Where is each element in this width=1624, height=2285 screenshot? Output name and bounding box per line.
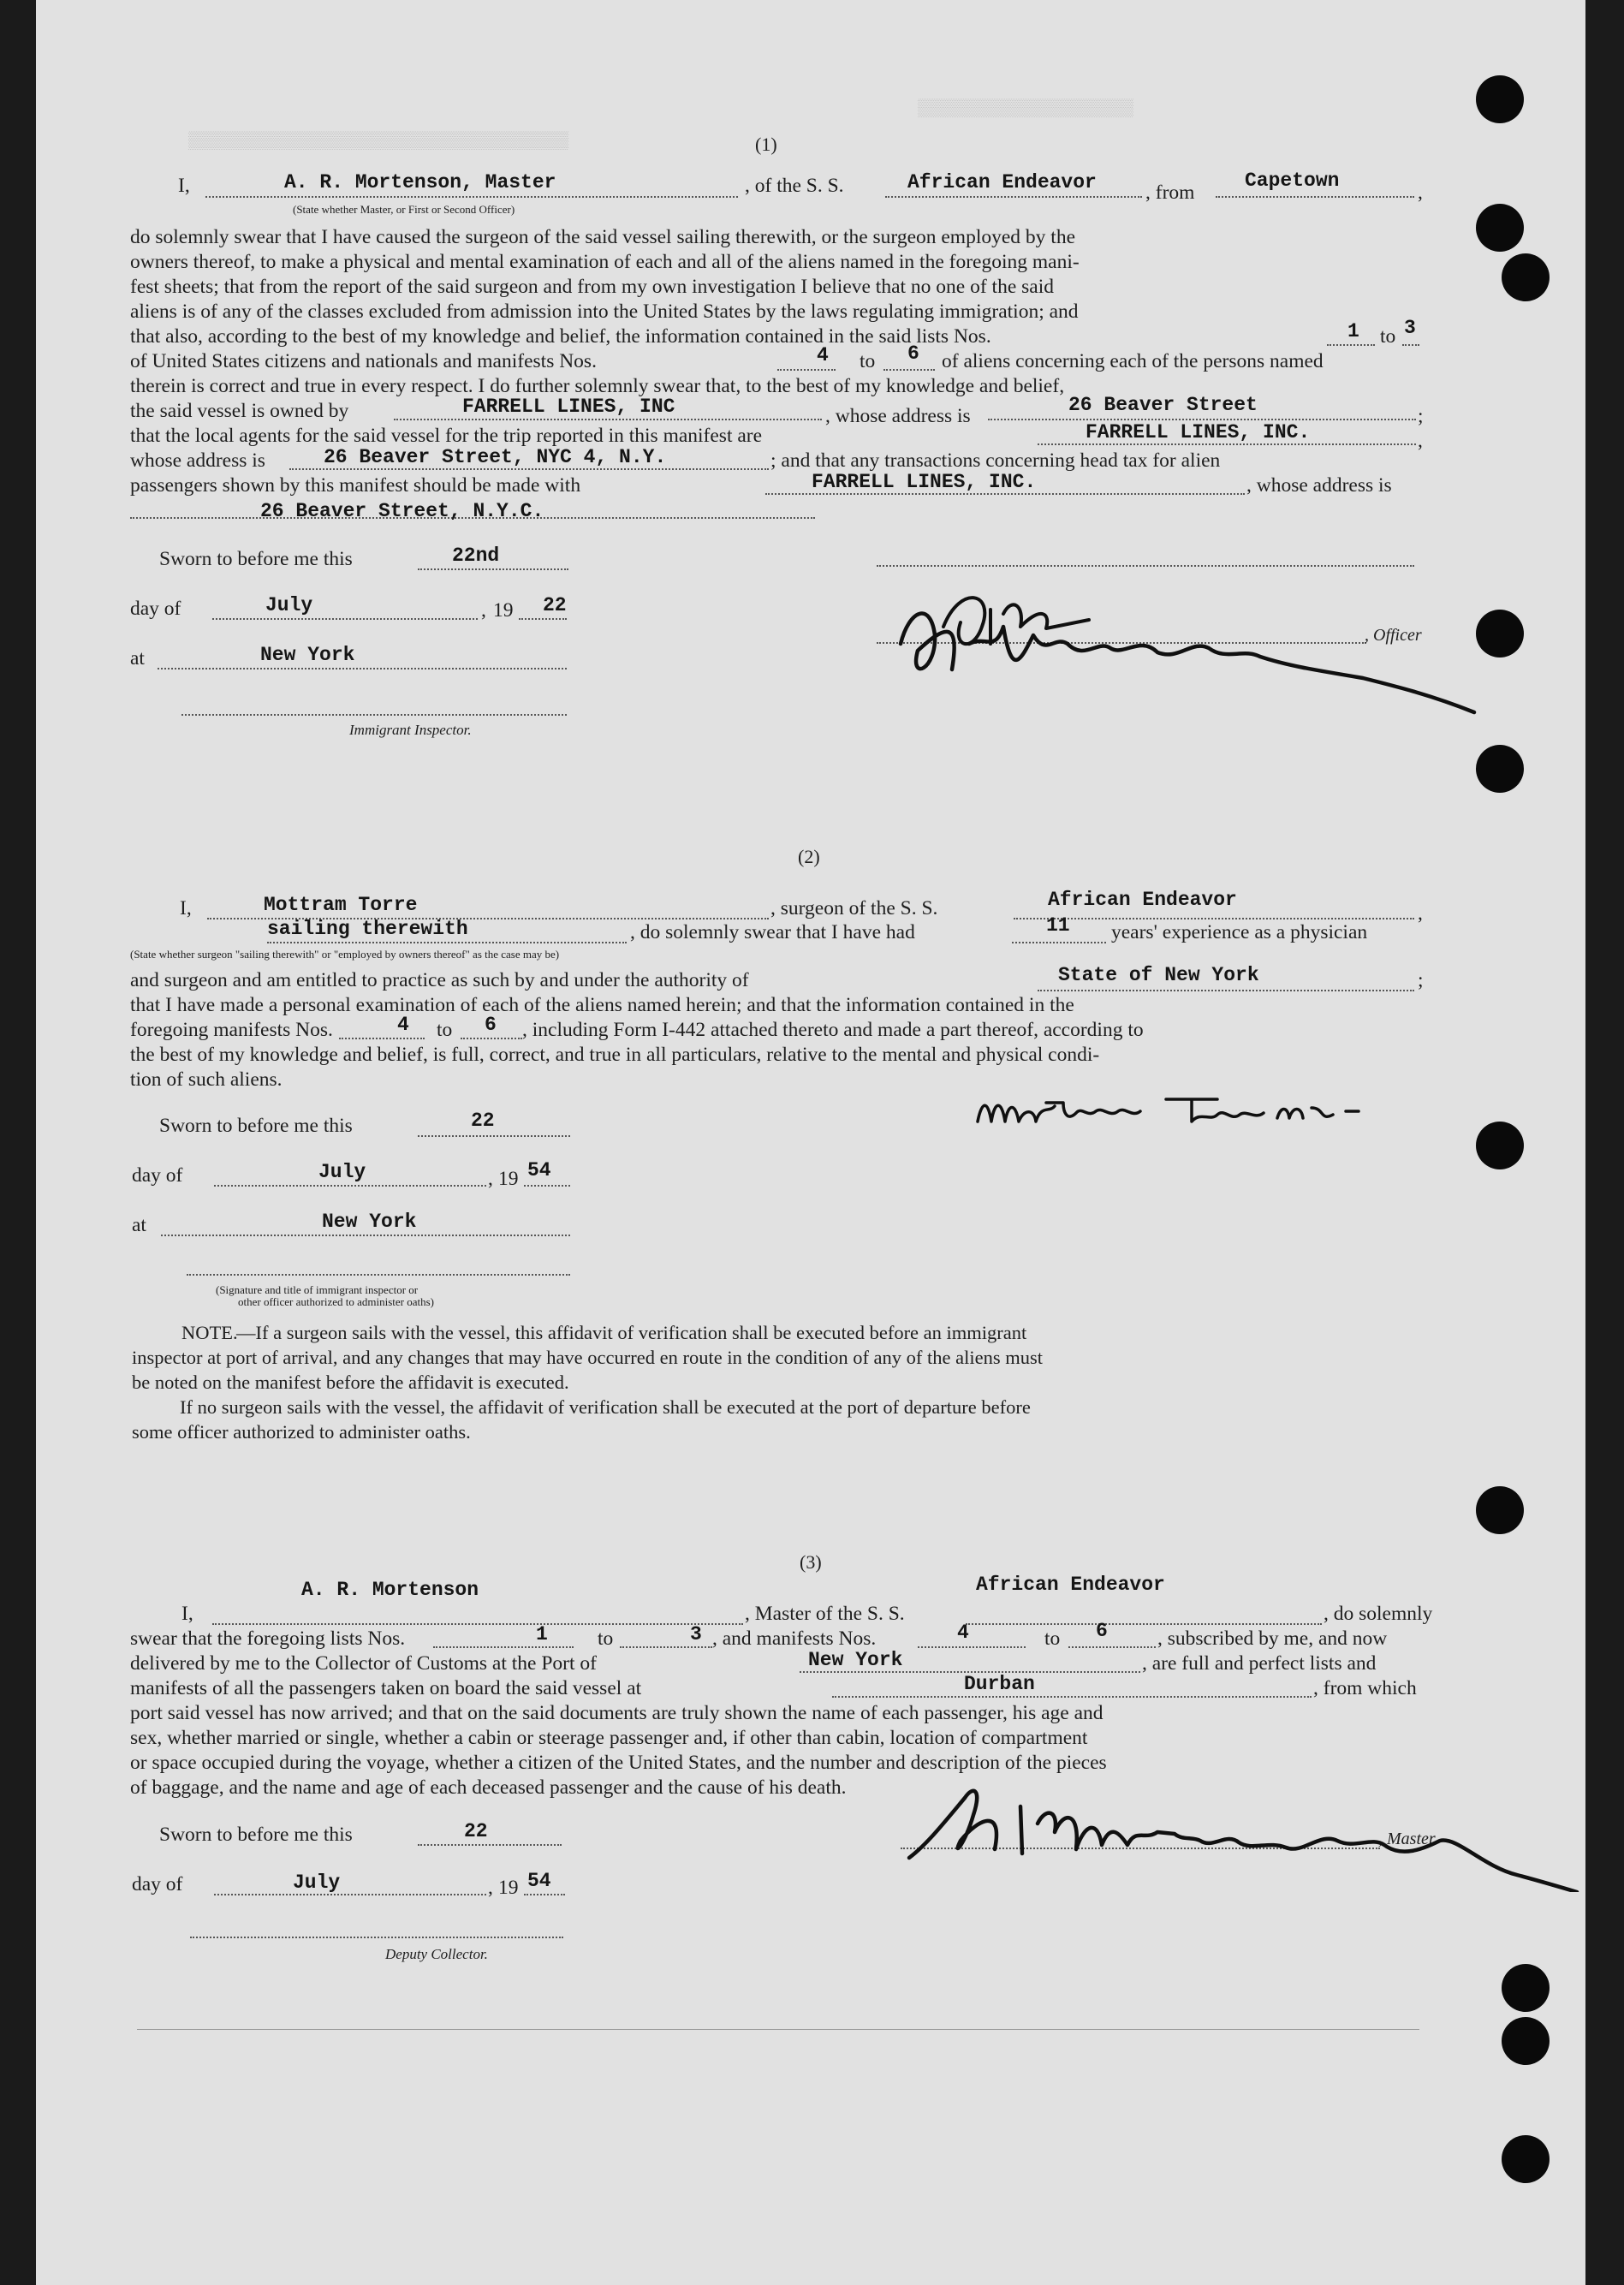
- punch-hole: [1502, 2135, 1550, 2183]
- owner-address-field[interactable]: 26 Beaver Street: [1068, 394, 1258, 416]
- bleed-through-text: ▒▒▒▒▒▒▒▒▒▒▒▒▒▒▒▒▒▒▒▒▒: [918, 99, 1134, 119]
- label-to: to: [1044, 1627, 1061, 1650]
- body-line: , subscribed by me, and now: [1157, 1627, 1388, 1650]
- body-line: owners thereof, to make a physical and mental examination of each and all of the aliens named in the foregoing mani-: [130, 251, 1080, 273]
- section-number: (1): [755, 134, 777, 155]
- year-field[interactable]: 22: [543, 594, 567, 616]
- fill-line: [966, 1623, 1322, 1625]
- body-line: that I have made a personal examination of each of the aliens named herein; and that the information contained in the: [130, 994, 1074, 1016]
- inspector-caption-line1: (Signature and title of immigrant inspector or: [216, 1283, 419, 1296]
- fill-line: [212, 1623, 743, 1625]
- body-line: therein is correct and true in every respect. I do further solemnly swear that, to the best of my knowledge and belief,: [130, 375, 1065, 397]
- field-caption: (State whether Master, or First or Second Officer): [293, 203, 515, 216]
- lists-from-field[interactable]: 1: [1347, 320, 1359, 342]
- comma: ,: [1418, 902, 1423, 925]
- fill-line: [1038, 990, 1414, 991]
- body-line: of United States citizens and nationals and manifests Nos.: [130, 350, 597, 372]
- fill-line: [394, 419, 822, 420]
- body-line: manifests of all the passengers taken on board the said vessel at: [130, 1677, 642, 1699]
- year-field[interactable]: 54: [527, 1870, 551, 1892]
- day-of-label: day of: [132, 1873, 183, 1895]
- body-line: , are full and perfect lists and: [1142, 1652, 1377, 1675]
- body-line: , including Form I-442 attached thereto and made a part thereof, according to: [522, 1019, 1144, 1041]
- label-i: I,: [178, 175, 190, 197]
- body-line: of aliens concerning each of the persons named: [942, 350, 1324, 372]
- body-line: years' experience as a physician: [1111, 921, 1368, 943]
- fill-line: [212, 618, 478, 620]
- comma: ,: [488, 1877, 493, 1899]
- fill-line: [832, 1696, 1312, 1698]
- label-i: I,: [180, 897, 192, 919]
- punch-hole: [1502, 1964, 1550, 2012]
- label-to: to: [1380, 325, 1396, 348]
- vessel-field[interactable]: African Endeavor: [1048, 889, 1237, 911]
- semicolon: ;: [1418, 405, 1424, 427]
- month-field[interactable]: July: [265, 594, 313, 616]
- body-line: fest sheets; that from the report of the said surgeon and from my own investigation I believe that no one of the said: [130, 276, 1054, 298]
- body-line: , do solemnly swear that I have had: [630, 921, 915, 943]
- note-line: inspector at port of arrival, and any changes that may have occurred en route in the condition of any of the aliens must: [132, 1347, 1044, 1368]
- manifests-to-field[interactable]: 6: [485, 1014, 497, 1036]
- sailing-status-field[interactable]: sailing therewith: [267, 918, 468, 940]
- fill-line: [777, 369, 836, 371]
- body-line: that also, according to the best of my knowledge and belief, the information contained in the said lists Nos.: [130, 325, 991, 348]
- authority-field[interactable]: State of New York: [1058, 964, 1259, 986]
- fill-line: [885, 196, 1142, 198]
- comma: ,: [481, 599, 486, 622]
- lists-to-field[interactable]: 3: [1404, 317, 1416, 339]
- century-label: 19: [498, 1168, 519, 1190]
- sworn-label: Sworn to before me this: [159, 1115, 353, 1137]
- inspector-caption-line2: other officer authorized to administer oaths): [238, 1295, 434, 1308]
- fill-line: [988, 419, 1416, 420]
- bleed-through-text: ▒▒▒▒▒▒▒▒▒▒▒▒▒▒▒▒▒▒▒▒▒▒▒▒▒▒▒▒▒▒▒▒▒▒▒▒▒: [188, 132, 569, 152]
- fill-line: [1012, 942, 1106, 943]
- fill-line: [339, 1038, 425, 1039]
- body-line: , do solemnly: [1324, 1603, 1433, 1625]
- month-field[interactable]: July: [293, 1871, 341, 1894]
- fill-line: [161, 1235, 570, 1236]
- port-field[interactable]: Capetown: [1245, 170, 1340, 192]
- century-label: 19: [493, 599, 514, 622]
- manifests-to-field[interactable]: 6: [907, 342, 919, 365]
- fill-line: [418, 568, 568, 570]
- tax-address-field[interactable]: 26 Beaver Street, N.Y.C.: [260, 500, 544, 522]
- body-line: port said vessel has now arrived; and that on the said documents are truly shown the name of each passenger, his age and: [130, 1702, 1103, 1724]
- label-of-ss: , of the S. S.: [745, 175, 844, 197]
- fill-line: [1068, 1646, 1156, 1648]
- manifests-from-field[interactable]: 4: [957, 1622, 969, 1644]
- collector-caption: Deputy Collector.: [385, 1946, 488, 1962]
- fill-line: [524, 1185, 570, 1187]
- fill-line: [214, 1185, 486, 1187]
- fill-line: [883, 369, 935, 371]
- at-label: at: [130, 647, 145, 669]
- body-line: or space occupied during the voyage, whether a citizen of the United States, and the number and description of the pieces: [130, 1752, 1107, 1774]
- label-surgeon-of: , surgeon of the S. S.: [770, 897, 938, 919]
- day-of-label: day of: [130, 598, 181, 620]
- body-line: , from which: [1313, 1677, 1417, 1699]
- fill-line: [214, 1894, 486, 1895]
- place-field[interactable]: New York: [322, 1211, 417, 1233]
- note-label: NOTE.: [181, 1322, 238, 1343]
- note-line: —If a surgeon sails with the vessel, this affidavit of verification shall be executed before an immigrant: [236, 1322, 1027, 1343]
- master-label: , Master: [1378, 1830, 1436, 1848]
- comma: ,: [1418, 181, 1423, 204]
- fill-line: [205, 196, 738, 198]
- month-field[interactable]: July: [318, 1161, 366, 1183]
- punch-hole: [1502, 253, 1550, 301]
- punch-hole: [1476, 1122, 1524, 1169]
- label-whose-address: , whose address is: [825, 405, 971, 427]
- section-number: (2): [798, 846, 820, 867]
- label-from: , from: [1145, 181, 1195, 204]
- sworn-label: Sworn to before me this: [159, 1824, 353, 1846]
- sworn-label: Sworn to before me this: [159, 548, 353, 570]
- label-to: to: [860, 350, 876, 372]
- punch-hole: [1502, 2017, 1550, 2065]
- place-field[interactable]: New York: [260, 644, 355, 666]
- punch-hole: [1476, 204, 1524, 252]
- body-line: the said vessel is owned by: [130, 400, 349, 422]
- fill-line: [1216, 196, 1414, 198]
- officer-label: , Officer: [1365, 626, 1422, 645]
- signature-line: [190, 1937, 563, 1938]
- body-line: passengers shown by this manifest should be made with: [130, 474, 581, 497]
- fill-line: [433, 1646, 574, 1648]
- manifests-from-field[interactable]: 4: [397, 1014, 409, 1036]
- boarded-at-field[interactable]: Durban: [964, 1673, 1035, 1695]
- surgeon-signature: [935, 1087, 1483, 1147]
- body-line: of baggage, and the name and age of each deceased passenger and the cause of his death.: [130, 1776, 847, 1799]
- fill-line: [461, 1038, 522, 1039]
- body-line: aliens is of any of the classes excluded from admission into the United States by the laws regulating immigration; and: [130, 301, 1079, 323]
- body-line: do solemnly swear that I have caused the surgeon of the said vessel sailing therewith, or the surgeon employed by the: [130, 226, 1076, 248]
- fill-line: [1402, 344, 1419, 346]
- lists-from-field[interactable]: 1: [536, 1623, 548, 1645]
- fill-line: [765, 493, 1245, 495]
- signature-line: [181, 714, 567, 716]
- fill-line: [158, 668, 567, 669]
- century-label: 19: [498, 1877, 519, 1899]
- punch-hole: [1476, 610, 1524, 658]
- years-field[interactable]: 11: [1046, 914, 1070, 937]
- body-line: whose address is: [130, 449, 265, 472]
- fill-line: [1038, 443, 1416, 445]
- agents-field[interactable]: FARRELL LINES, INC.: [1086, 421, 1311, 443]
- note-line: be noted on the manifest before the affidavit is executed.: [132, 1372, 569, 1393]
- manifests-to-field[interactable]: 6: [1096, 1620, 1108, 1642]
- year-field[interactable]: 54: [527, 1159, 551, 1181]
- body-line: ; and that any transactions concerning head tax for alien: [770, 449, 1221, 472]
- body-line: , and manifests Nos.: [712, 1627, 877, 1650]
- officer-signature: [883, 575, 1585, 729]
- footer-rule: [137, 2029, 1419, 2030]
- fill-line: [1014, 918, 1414, 919]
- body-line: foregoing manifests Nos.: [130, 1019, 333, 1041]
- fill-line: [289, 468, 769, 470]
- fill-line: [267, 942, 627, 943]
- fill-line: [418, 1844, 562, 1846]
- master-name-field[interactable]: A. R. Mortenson, Master: [284, 171, 556, 193]
- note-line: some officer authorized to administer oaths.: [132, 1421, 471, 1443]
- body-line: sex, whether married or single, whether a cabin or steerage passenger and, if other than cabin, location of compartment: [130, 1727, 1088, 1749]
- fill-line: [877, 565, 1414, 567]
- fill-line: [918, 1646, 1026, 1648]
- day-of-label: day of: [132, 1164, 183, 1187]
- inspector-caption: Immigrant Inspector.: [349, 722, 472, 738]
- fill-line: [418, 1135, 570, 1137]
- punch-hole: [1476, 745, 1524, 793]
- signature-line: [187, 1274, 570, 1276]
- sworn-day-field[interactable]: 22: [471, 1110, 495, 1132]
- owner-field[interactable]: FARRELL LINES, INC: [462, 396, 675, 418]
- label-master-of: , Master of the S. S.: [745, 1603, 905, 1625]
- fill-line: [620, 1646, 712, 1648]
- comma: ,: [488, 1168, 493, 1190]
- fill-line: [1327, 344, 1375, 346]
- section-number: (3): [800, 1551, 822, 1573]
- document-page: [36, 0, 1585, 2285]
- master-signature: [892, 1772, 1585, 1892]
- comma: ,: [1418, 430, 1423, 452]
- sworn-day-field[interactable]: 22: [464, 1820, 488, 1842]
- master-name-field[interactable]: A. R. Mortenson: [301, 1579, 479, 1601]
- body-line: and surgeon and am entitled to practice as such by and under the authority of: [130, 969, 749, 991]
- body-line: that the local agents for the said vessel for the trip reported in this manifest are: [130, 425, 763, 447]
- manifests-from-field[interactable]: 4: [817, 344, 829, 366]
- sworn-day-field[interactable]: 22nd: [452, 544, 500, 567]
- vessel-field[interactable]: African Endeavor: [976, 1574, 1165, 1596]
- label-to: to: [598, 1627, 614, 1650]
- surgeon-name-field[interactable]: Mottram Torre: [264, 894, 418, 916]
- label-to: to: [437, 1019, 453, 1041]
- lists-to-field[interactable]: 3: [690, 1623, 702, 1645]
- punch-hole: [1476, 1486, 1524, 1534]
- port-field[interactable]: New York: [808, 1649, 903, 1671]
- tax-agent-field[interactable]: FARRELL LINES, INC.: [812, 471, 1037, 493]
- fill-line: [519, 618, 567, 620]
- at-label: at: [132, 1214, 146, 1236]
- body-line: delivered by me to the Collector of Customs at the Port of: [130, 1652, 597, 1675]
- note-line: If no surgeon sails with the vessel, the affidavit of verification shall be executed at the port of departure before: [180, 1396, 1031, 1418]
- vessel-field[interactable]: African Endeavor: [907, 171, 1097, 193]
- body-line: , whose address is: [1246, 474, 1392, 497]
- punch-hole: [1476, 75, 1524, 123]
- fill-line: [524, 1894, 565, 1895]
- body-line: swear that the foregoing lists Nos.: [130, 1627, 406, 1650]
- field-caption: (State whether surgeon "sailing therewith" or "employed by owners thereof" as the case may be): [130, 948, 560, 961]
- body-line: the best of my knowledge and belief, is full, correct, and true in all particulars, relative to the mental and physical condi-: [130, 1044, 1100, 1066]
- agents-address-field[interactable]: 26 Beaver Street, NYC 4, N.Y.: [324, 446, 667, 468]
- semicolon: ;: [1418, 969, 1424, 991]
- body-line: tion of such aliens.: [130, 1068, 283, 1091]
- label-i: I,: [181, 1603, 193, 1625]
